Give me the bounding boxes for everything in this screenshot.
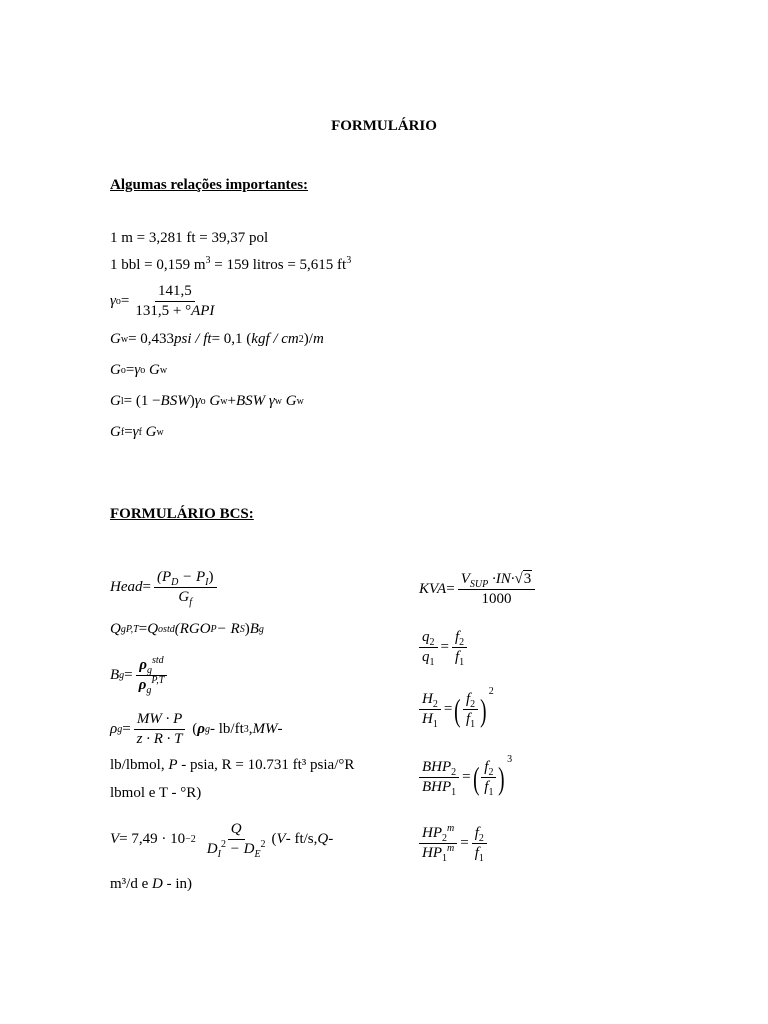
formula-gas-formation-factor: B g = $\frac{\rho_g^{std}}{\rho_g^{P,T}}$ bbox=[110, 658, 170, 693]
unit-conversion-volume: 1 bbl = 0,159 $m^3 = 159$ litros = 5,615 $ft^3$ bbox=[110, 255, 352, 273]
section-heading-bcs: FORMULÁRIO BCS: bbox=[110, 506, 254, 522]
section-heading-relations: Algumas relações importantes: bbox=[110, 177, 309, 193]
gas-density-units-line2: lbmol e T - °R) bbox=[110, 785, 202, 801]
formula-gas-flow: Q g P,T = Q o std (RGO P − R S ) B g bbox=[110, 621, 264, 637]
formula-fluid-gradient: G f = γ f G w bbox=[110, 424, 164, 440]
formula-affinity-bhp: $\frac{BHP_2}{BHP_1}$ = ( $\frac{f_2}{f_1}$ ) 3 bbox=[419, 760, 512, 795]
formula-velocity: V = 7,49 · 10 −2 $\frac{Q}{D_I^2 - D_E^2}$ ( V - ft/s, Q - bbox=[110, 821, 334, 860]
formula-water-gradient: G w = 0,433 psi / ft = 0,1 ( kgf / cm 2 )/ m bbox=[110, 331, 324, 347]
formula-head: Head = $\frac{(P_D - P_I)}{G_f}$ bbox=[110, 570, 220, 605]
formula-affinity-flow: $\frac{q_2}{q_1}$ = $\frac{f_2}{f_1}$ bbox=[419, 630, 470, 665]
formula-affinity-hp: $\frac{HP_2^m}{HP_1^m}$ = $\frac{f_2}{f_1}$ bbox=[419, 826, 490, 861]
unit-conversion-length: 1 m = 3,281 ft = 39,37 pol bbox=[110, 230, 269, 246]
formula-liquid-gradient: G l = (1 − BSW ) γ o G w + BSW γ w G w bbox=[110, 393, 304, 409]
formula-affinity-head: $\frac{H_2}{H_1}$ = ( $\frac{f_2}{f_1}$ ) 2 bbox=[419, 692, 494, 727]
page-title: FORMULÁRIO bbox=[331, 118, 437, 134]
velocity-units-line: m³/d e D - in) bbox=[110, 876, 193, 892]
gas-density-units-line1: lb/lbmol, P - psia, R = 10.731 ft³ psia/°R bbox=[110, 757, 355, 773]
formula-oil-specific-gravity: γ o = $\frac{141,5}{\text{131,5 + °API}}$ bbox=[110, 283, 215, 319]
formula-oil-gradient: G o = γ o G w bbox=[110, 362, 168, 378]
formula-gas-density: ρ g = $\frac{MW \cdot P}{z \cdot R \cdot T}$ ( ρ g - lb/ft 3 , MW - bbox=[110, 711, 283, 747]
formula-kva: KVA = $\frac{V_{SUP} \cdot IN\cdot√3}{1000}$ bbox=[419, 572, 538, 607]
